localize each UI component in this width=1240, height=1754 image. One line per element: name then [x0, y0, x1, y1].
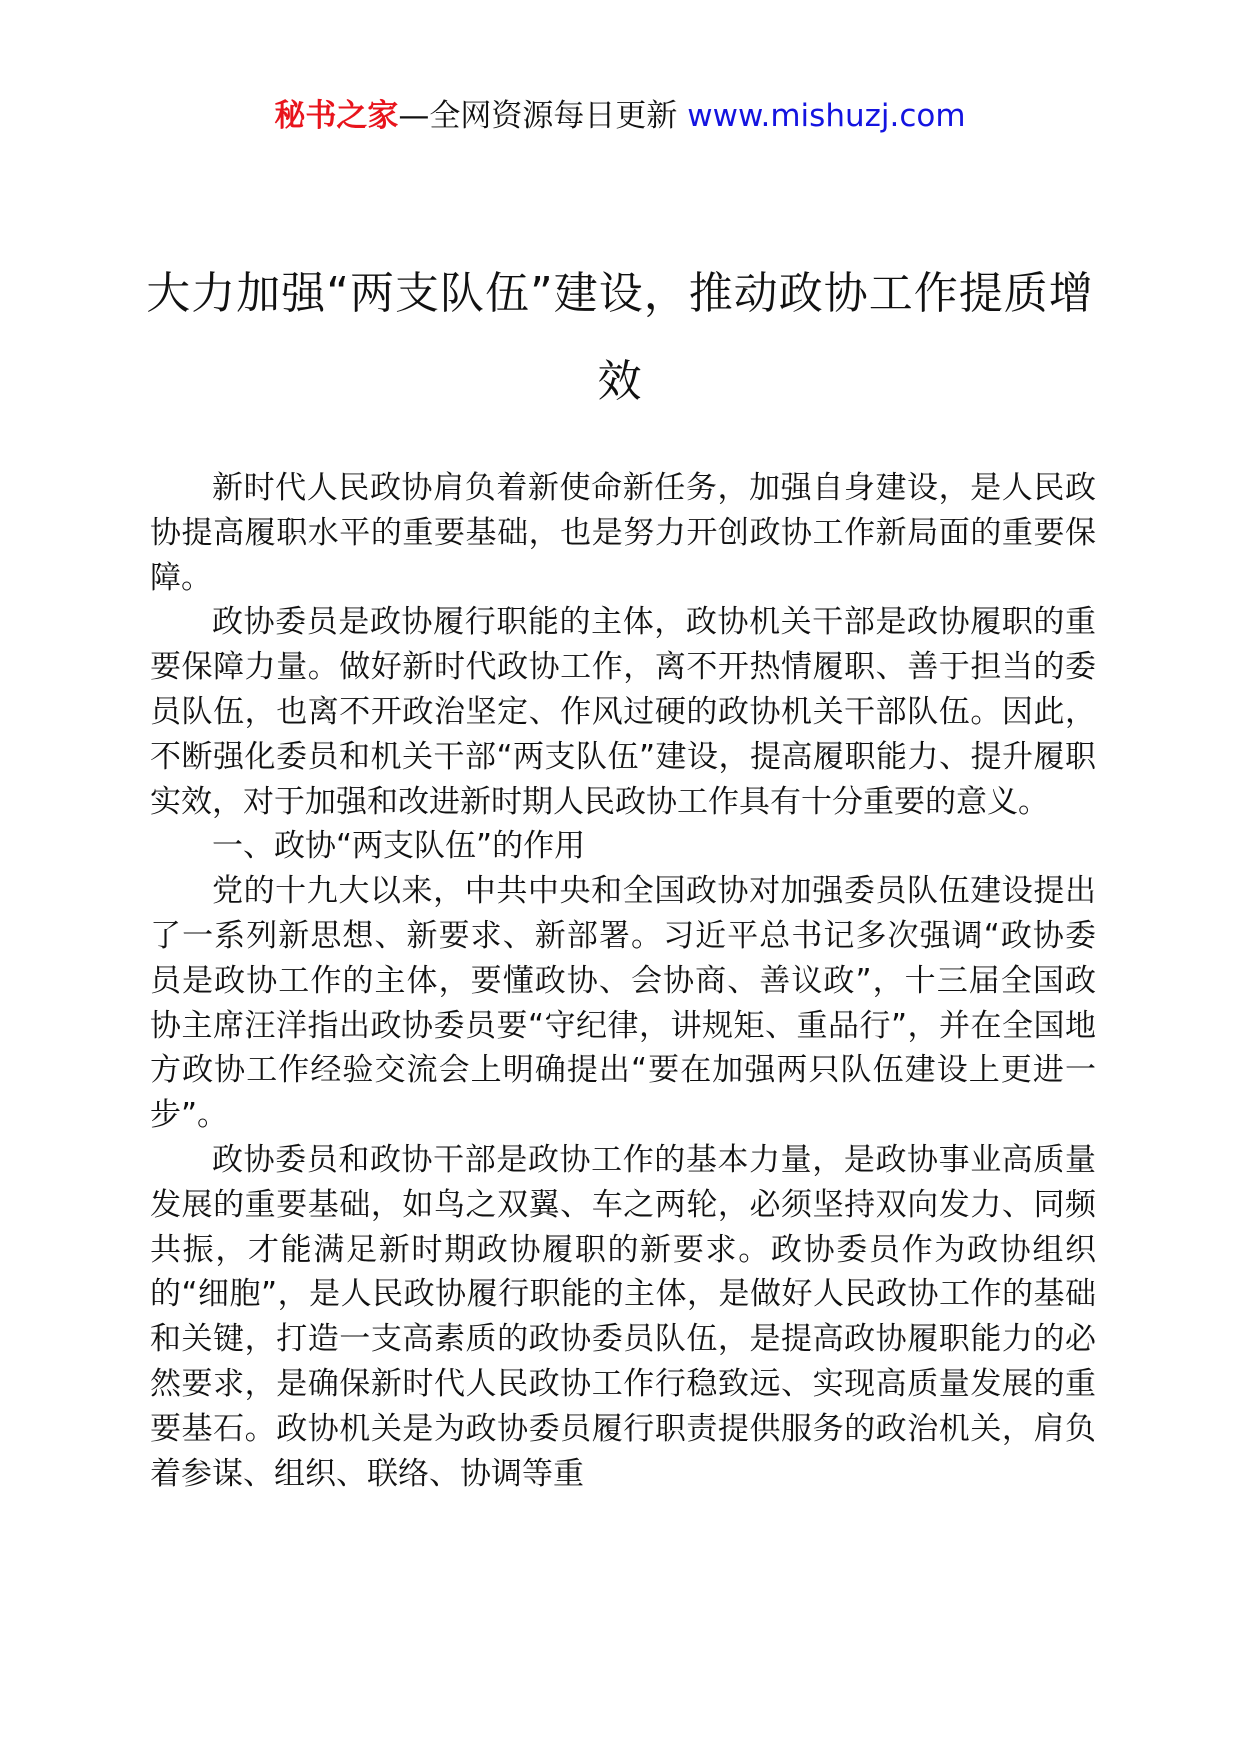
- site-header: [0, 96, 1240, 136]
- paragraph: 政协委员是政协履行职能的主体，政协机关干部是政协履职的重要保障力量。做好新时代政协工作，离不开热情履职、善于担当的委员队伍，也离不开政治坚定、作风过硬的政协机关干部队伍。因此，不断强化委员和机关干部“两支队伍”建设，提高履职能力、提升履职实效，对于加强和改进新时期人民政协工作具有十分重要的意义。: [150, 604, 1096, 820]
- paragraph: 新时代人民政协肩负着新使命新任务，加强自身建设，是人民政协提高履职水平的重要基础，也是努力开创政协工作新局面的重要保障。: [150, 470, 1096, 596]
- paragraph: 党的十九大以来，中共中央和全国政协对加强委员队伍建设提出了一系列新思想、新要求、新部署。习近平总书记多次强调“政协委员是政协工作的主体，要懂政协、会协商、善议政”，十三届全国政协主席汪洋指出政协委员要“守纪律，讲规矩、重品行”，并在全国地方政协工作经验交流会上明确提出“要在加强两只队伍建设上更进一步”。: [150, 873, 1096, 1134]
- site-url-link[interactable]: www.mishuzj.com: [687, 98, 966, 134]
- paragraph: 政协委员和政协干部是政协工作的基本力量，是政协事业高质量发展的重要基础，如鸟之双翼、车之两轮，必须坚持双向发力、同频共振，才能满足新时期政协履职的新要求。政协委员作为政协组织的“细胞”，是人民政协履行职能的主体，是做好人民政协工作的基础和关键，打造一支高素质的政协委员队伍，是提高政协履职能力的必然要求，是确保新时代人民政协工作行稳致远、实现高质量发展的重要基石。政协机关是为政协委员履行职责提供服务的政治机关，肩负着参谋、组织、联络、协调等重: [150, 1141, 1096, 1492]
- site-slogan: —全网资源每日更新: [398, 98, 688, 134]
- document-body: [150, 466, 1096, 1496]
- site-brand: 秘书之家: [274, 98, 399, 134]
- section-heading: 一、政协“两支队伍”的作用: [212, 828, 586, 865]
- document-title: 大力加强“两支队伍”建设，推动政协工作提质增效: [146, 268, 1094, 407]
